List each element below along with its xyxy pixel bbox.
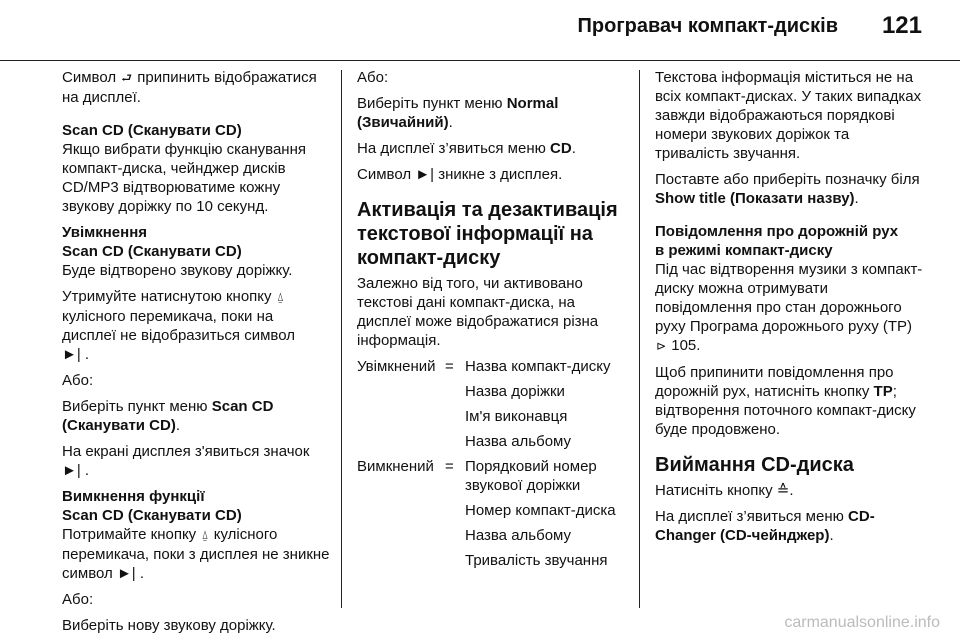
play-skip-icon: ►| (62, 346, 81, 363)
option-eq (445, 526, 465, 545)
option-label (357, 526, 445, 545)
paragraph-show-title: Поставте або приберіть позначку біля Show title (Показати назву). (655, 171, 920, 207)
option-eq: = (445, 458, 454, 475)
heading-on-2: Scan CD (Сканувати CD) (62, 243, 242, 260)
heading-eject: Виймання CD-диска (655, 454, 854, 476)
option-value: Номер компакт-диска (465, 502, 616, 519)
option-eq (445, 432, 465, 451)
option-label: Увімкнений (357, 358, 436, 375)
play-skip-icon: ►| (415, 166, 435, 183)
paragraph-stop-traffic: Щоб припинити повідомлення про дорожній рух, натисніть кнопку TP; відтворення поточного компакт-диску буде продовжено. (655, 364, 916, 438)
watermark: carmanualsonline.info (784, 614, 940, 631)
option-value: Назва компакт-диску (465, 358, 611, 375)
heading-traffic-2: в режимі компакт-диску (655, 242, 833, 259)
heading-traffic-1: Повідомлення про дорожній рух (655, 223, 899, 240)
eject-icon: ≙ (776, 482, 790, 499)
option-label (357, 551, 445, 570)
paragraph-depend: Залежно від того, чи активовано текстові дані компакт-диска, на дисплеї може відображатися різна інформація. (357, 275, 599, 349)
paragraph-screen: На екрані дисплея з'явиться значок ►| . (62, 443, 310, 479)
column-1 (62, 68, 330, 642)
option-eq (445, 407, 465, 426)
repeat-icon: ⮐ (121, 71, 133, 85)
option-eq (445, 382, 465, 401)
option-value: Тривалість звучання (465, 552, 608, 569)
option-label: Вимкнений (357, 458, 434, 475)
heading-scan-cd: Scan CD (Сканувати CD) (62, 122, 242, 139)
or-3: Або: (357, 69, 389, 86)
paragraph-symbol-gone: Символ ►| зникне з дисплея. (357, 166, 563, 183)
paragraph-changer: На дисплеї з’явиться меню CD-Changer (CD-чейнджер). (655, 508, 875, 544)
option-eq (445, 501, 465, 520)
page-header (0, 0, 960, 60)
paragraph-scan: Якщо вибрати функцію сканування компакт-диска, чейнджер дисків CD/MP3 відтворюватиме кожну звукову доріжку по 10 секунд. (62, 141, 306, 215)
or-2: Або: (62, 591, 94, 608)
or-1: Або: (62, 372, 94, 389)
column-3 (655, 68, 925, 552)
option-value: Назва доріжки (465, 383, 565, 400)
heading-off-1: Вимкнення функції (62, 488, 205, 505)
paragraph-on: Буде відтворено звукову доріжку. (62, 262, 293, 279)
page-title: Програвач компакт-дисків (577, 15, 838, 37)
options-table (357, 357, 625, 576)
column-2 (357, 68, 625, 576)
header-rule (0, 60, 960, 61)
paragraph-traffic: Під час відтворення музики з компакт-диску можна отримувати повідомлення про стан дорожнього руху Програма дорожнього руху (ТР) ⊳ 105. (655, 261, 923, 354)
paragraph-cd-menu: На дисплеї з’явиться меню CD. (357, 140, 576, 157)
heading-on-1: Увімкнення (62, 224, 148, 241)
rocker-button-icon: ⍙ (276, 290, 284, 304)
option-value: Ім'я виконавця (465, 408, 568, 425)
paragraph-symbol-stop: Символ ⮐ припинить відображатися на дисплеї. (62, 69, 317, 106)
option-label (357, 382, 445, 401)
paragraph-new-track: Виберіть нову звукову доріжку. (62, 617, 276, 634)
option-label (357, 432, 445, 451)
column-divider-2 (639, 70, 640, 608)
play-skip-icon: ►| (62, 462, 81, 479)
play-skip-icon: ►| (116, 565, 136, 582)
rocker-button-icon: ⍙ (201, 528, 209, 542)
paragraph-select-normal: Виберіть пункт меню Normal (Звичайний). (357, 95, 559, 131)
page-reference-icon: ⊳ (656, 339, 667, 353)
paragraph-off: Потримайте кнопку ⍙ кулісного перемикача, поки з дисплея не зникне символ ►| . (62, 526, 330, 582)
option-value: Назва альбому (465, 527, 572, 544)
heading-text-info: Активація та дезактивація текстової інформації на компакт-диску (357, 199, 618, 269)
paragraph-select-scan: Виберіть пункт меню Scan CD (Сканувати CD). (62, 398, 274, 434)
option-label (357, 501, 445, 520)
column-divider-1 (341, 70, 342, 608)
option-value: Назва альбому (465, 433, 572, 450)
option-eq (445, 551, 465, 570)
paragraph-eject: Натисніть кнопку ≙. (655, 482, 794, 499)
option-label (357, 407, 445, 426)
paragraph-text-info: Текстова інформація міститься не на всіх компакт-дисках. У таких випадках завжди відображаються порядкові номери звукових доріжок та тривалість звучання. (655, 69, 922, 162)
option-eq: = (445, 358, 454, 375)
option-value: Порядковий номер звукової доріжки (465, 458, 597, 494)
heading-off-2: Scan CD (Сканувати CD) (62, 507, 242, 524)
page-number: 121 (881, 12, 922, 39)
paragraph-hold: Утримуйте натиснутою кнопку ⍙ кулісного перемикача, поки на дисплеї не відобразиться символ ►| . (62, 288, 295, 363)
